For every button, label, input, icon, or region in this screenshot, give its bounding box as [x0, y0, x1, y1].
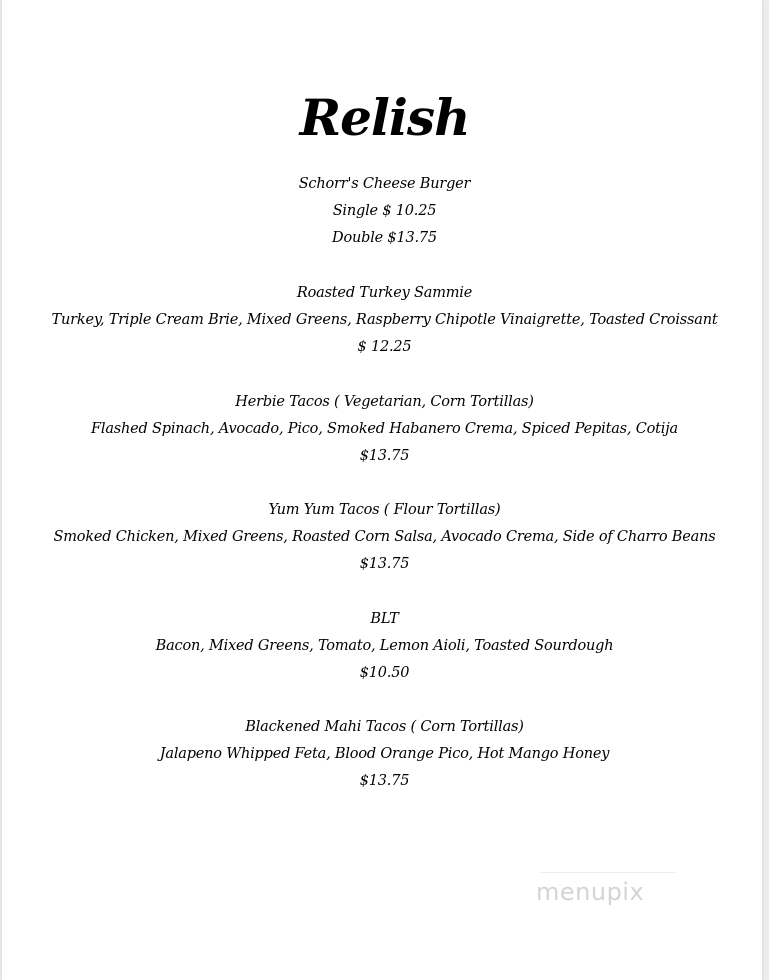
- menu-item-name: Blackened Mahi Tacos ( Corn Tortillas): [245, 719, 524, 735]
- menu-item-description: Flashed Spinach, Avocado, Pico, Smoked Habanero Crema, Spiced Pepitas, Cotija: [91, 421, 678, 437]
- menu-item-price: $13.75: [359, 556, 410, 572]
- menu-item-description: Smoked Chicken, Mixed Greens, Roasted Corn Salsa, Avocado Crema, Side of Charro Beans: [53, 529, 716, 545]
- menu-item-name: Herbie Tacos ( Vegetarian, Corn Tortillas): [235, 394, 534, 410]
- menu-item-name: Schorr's Cheese Burger: [298, 176, 471, 192]
- menu-item-price: Single $ 10.25: [332, 203, 437, 219]
- menu-item-name: Roasted Turkey Sammie: [296, 285, 473, 301]
- menu-item-description: Bacon, Mixed Greens, Tomato, Lemon Aioli, Toasted Sourdough: [155, 638, 614, 654]
- menupix-watermark: menupix: [536, 878, 645, 906]
- menu-item-price: $ 12.25: [357, 339, 412, 355]
- menu-item-description: Jalapeno Whipped Feta, Blood Orange Pico, Hot Mango Honey: [159, 746, 610, 762]
- watermark-divider: [540, 872, 676, 873]
- menu-page: [2, 0, 762, 980]
- menu-item-description: Turkey, Triple Cream Brie, Mixed Greens, Raspberry Chipotle Vinaigrette, Toasted Croissant: [51, 312, 718, 328]
- menu-item-name: BLT: [370, 611, 399, 627]
- menu-item-price: Double $13.75: [332, 230, 437, 246]
- menu-title: Relish: [299, 88, 470, 147]
- menu-item-price: $13.75: [359, 773, 410, 789]
- menu-item-price: $10.50: [359, 665, 410, 681]
- menu-item-name: Yum Yum Tacos ( Flour Tortillas): [268, 502, 501, 518]
- menu-item-price: $13.75: [359, 448, 410, 464]
